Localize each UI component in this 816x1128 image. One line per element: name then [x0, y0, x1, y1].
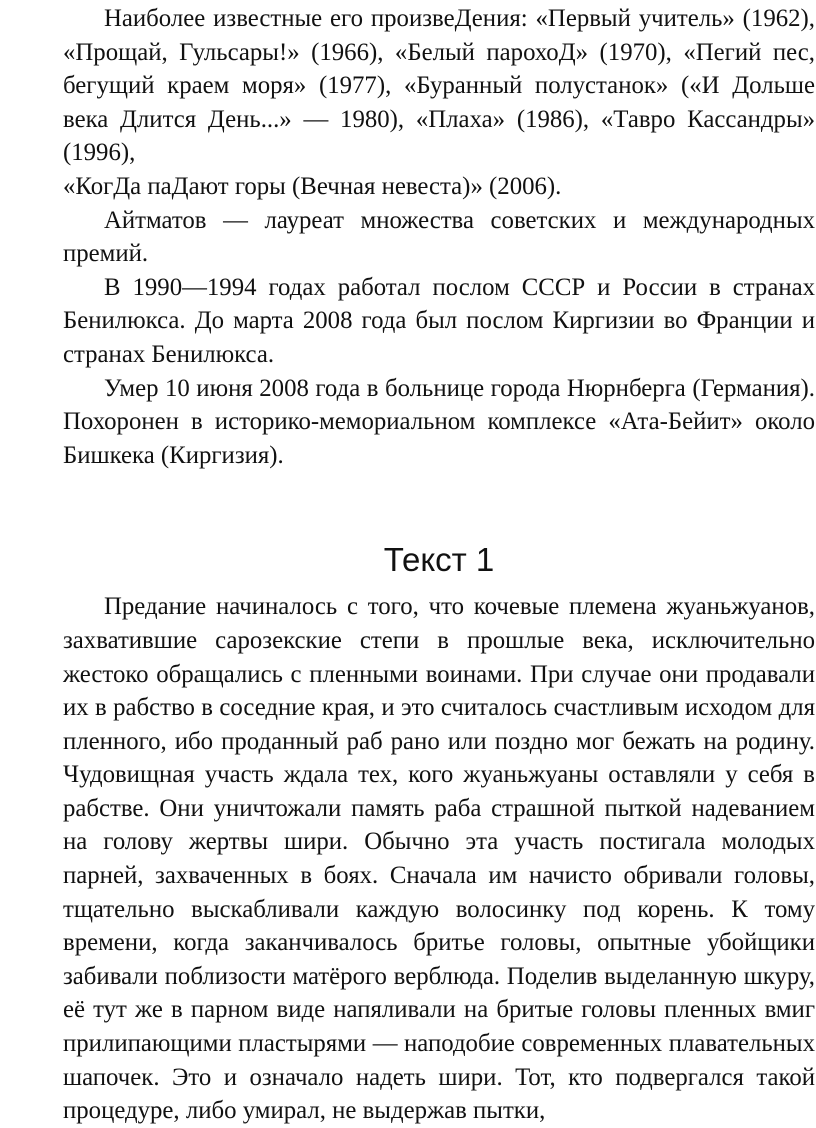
section-heading: Текст 1: [383, 541, 495, 579]
death-paragraph: Умер 10 июня 2008 года в больнице города Нюрнберга (Германия). Похоронен в историко-мемориальном комплексе «Ата-Бейит» около Бишкека (Киргизия).: [63, 374, 815, 469]
text-1-paragraph: Предание начиналось с того, что кочевые племена жуаньжуанов, захватившие сарозекские степи в прошлые века, исключительно жестоко обращались с пленными воинами. При случае они продавали их в рабство в соседние края, и это считалось счастливым исходом для пленного, ибо проданный раб рано или поздно мог бежать на родину. Чудовищная участь ждала тех, кого жуаньжуаны оставляли у себя в рабстве. Они уничтожали память раба страшной пыткой надеванием на голову жертвы шири. Обычно эта участь постигала молодых парней, захваченных в боях. Сначала им начисто обривали головы, тщательно выскабливали каждую волосинку под корень. К тому времени, когда заканчивалось бритье головы, опытные убойщики забивали поблизости матёрого верблюда. Поделив выделанную шкуру, её тут же в парном виде напяливали на бритые головы пленных вмиг прилипающими пластырями — наподобие современных плавательных шапочек. Это и означало надеть шири. Тот, кто подвергался такой процедуре, либо умирал, не выдержав пытки,: [63, 593, 815, 1125]
works-paragraph: Наиболее известные его произвеДения: «Первый учитель» (1962), «Прощай, Гульсары!» (1966), «Белый парохоД» (1970), «Пегий пес, бегущий краем моря» (1977), «Буранный полустанок» («И Дольше века Длится День...» — 1980), «Плаха» (1986), «Тавро Кассандры» (1996),: [63, 5, 815, 167]
ambassador-paragraph: В 1990—1994 годах работал послом СССР и России в странах Бенилюкса. До марта 2008 года был послом Киргизии во Франции и странах Бенилюкса.: [63, 273, 815, 368]
works-continuation: «КогДа паДают горы (Вечная невеста)» (2006).: [63, 172, 562, 200]
awards-paragraph: Айтматов — лауреат множества советских и международных премий.: [63, 206, 815, 268]
document-page: [63, 0, 815, 1128]
